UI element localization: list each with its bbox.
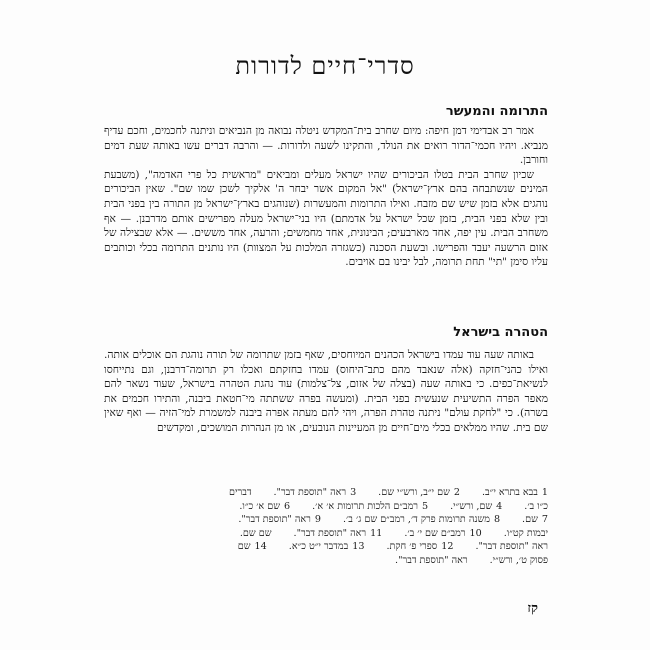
footnote [386,540,453,554]
footnote-text: במדבר י״ט כ״א. [288,541,349,553]
footnotes [104,486,548,568]
footnote-line [104,527,548,541]
footnote-line [104,540,548,554]
paragraph: אמר רב אבדימי דמן חיפה: מיום שחרב בית־המקדש ניטלה נבואה מן הנביאים וניתנה לחכמים, וחכם עדיף מנביא. ויהיו חכמי־הדור רואים את הנולד, והתקינו לשעה ולדורות. — והרבה דברים עשו באותה שעת דמים וחורבן. [104,125,548,167]
footnote-text: שם. [522,514,538,526]
footnote-line [104,513,548,527]
footnote-text: כ״ו ב׳. [524,500,548,512]
footnote-line [104,554,548,568]
footnote-text: בבא בתרא י״ב. [482,487,538,498]
section-body-purity [104,348,548,436]
footnote-text: רמב״ם הלכות תרומות א׳ א׳. [312,500,418,512]
footnote-text: ראה "תוספת דבר". [238,514,311,526]
footnote [239,500,290,514]
footnote [522,513,548,527]
footnote-number: 3 [350,487,357,498]
footnote-number: 14 [254,541,267,553]
section-heading-purity: הטהרה בישראל [453,325,548,340]
paragraph: באותה שעה עוד עמדו בישראל הכהנים המיוחסים, שאף בזמן שתרומה של תורה נוהגת הם אוכלים אותה. ואילו כהני־חזקה (אלה שנאבד מהם כתב־היחוס) עמדו בחזקתם ואכלו רק תרומה־דרבנן, וגם נתייחסו לנשיאת־כפים. כי באותה שעה (בצלה של אזום, צל־צלמות) עוד נהגת הטהרה בישראל, שעוד נשאר להם מאפר הפרה התשיעית שנעשית בפני הבית. (ומעשה בפרה ששתתה מי־חטאת ביבנה, והתירו חכמים את בשרה). כי "לחקת עולם" ניתנה טהרת הפרה, ויהי להם מעתה אפרה ביבנה למשמרת למי־הזיה — ואף שאין שם בית. שהיו ממלאים בכלי מים־חיים מן המעיינות הנובעים, או מן הנהרות המושכים, ומקדשים [104,349,548,434]
footnote [395,554,468,568]
footnote-number: 5 [421,500,429,512]
footnote-number: 9 [314,514,321,526]
footnote-number: 13 [352,541,365,553]
footnote [229,486,251,500]
footnote-number: 7 [541,514,548,526]
footnote [524,500,548,514]
section-body-terumah [104,124,548,270]
footnote-number: 4 [496,500,503,512]
footnote [240,527,272,541]
footnote-number: 2 [453,487,460,498]
footnote [404,527,481,541]
footnote-text: משנה תרומות פרק ד׳, רמב״ם שם ג׳ ב׳. [343,514,490,526]
footnote-number: 11 [370,527,383,539]
section-heading-terumah: התרומה והמעשר [445,104,548,119]
footnote-text: ראה "תוספת דבר". [475,541,548,553]
footnote-line [104,500,548,514]
footnote [482,486,548,500]
footnote [238,513,321,527]
footnote [274,486,357,500]
footnote-text: ראה "תוספת דבר". [273,487,347,498]
paragraph: שכיון שחרב הבית בטלו הביכורים שהיו ישראל מעלים ומביאים "מראשית כל פרי האדמה", (משבעת המינים שנשתבחה בהם ארץ־ישראל) "אל המקום אשר יבחר ה' אלקיך לשכן שמו שם". שאין הביכורים נוהגים אלא בזמן שיש שם מזבח. ואילו התרומות והמעשרות (שנוהגים בארץ־ישראל מן התורה בין בפני הבית ובין שלא בפני הבית, בזמן שכל ישראל על אדמתם) היו בני־ישראל מעלה מפרישים אותם מדרבנן. — אף משחרב הבית. עין יפה, אחד מארבעים; הבינונית, אחד מחמשים; והרעה, אחד מששים. — אלא שבצילה של אזום הרשעה יעבד והפרישו. ובשעת הסכנה (כשגזרה המלכות על המצוות) היו נותנים התרומה בכלי וכותבים עליו סימן "תי" תחת תרומה, לבל יבינו בם אויבים. [104,168,548,269]
footnote-text: שם א׳ כ״ו. [239,500,281,512]
footnote [378,486,460,500]
footnote-text: ראה "תוספת דבר". [293,527,367,539]
footnote-text: שם [237,541,251,553]
footnote-text: שם י״ב, ורש״י שם. [378,487,450,498]
footnote [490,554,548,568]
footnote-text: ראה "תוספת דבר". [395,554,468,566]
footnote-text: דברים [229,487,252,498]
footnote [294,527,383,541]
footnote-text: רמב״ם שם י׳ ב׳. [404,527,466,539]
footnote-number: 10 [469,527,482,539]
footnote [238,540,267,554]
footnote [504,527,548,541]
footnote [312,500,428,514]
footnote-text: יבמות קט״ו. [503,527,548,539]
footnote [343,513,500,527]
footnote-text: שם שם. [239,527,272,539]
footnote-text: שם, ורש״י. [450,500,493,512]
footnote-number: 12 [441,541,454,553]
footnote-number: 1 [541,487,548,498]
footnote [289,540,365,554]
footnote [475,540,548,554]
footnote-text: פסוק ט׳, ורש״י. [489,554,548,566]
footnote-number: 8 [493,514,501,526]
footnote-line [104,486,548,500]
footnote [450,500,502,514]
page-title: סדרי־חיים לדורות [235,52,415,80]
footnote-text: ספרי פ׳ חקת. [386,541,438,553]
footnote-number: 6 [284,500,291,512]
page-number: קז [527,601,538,616]
